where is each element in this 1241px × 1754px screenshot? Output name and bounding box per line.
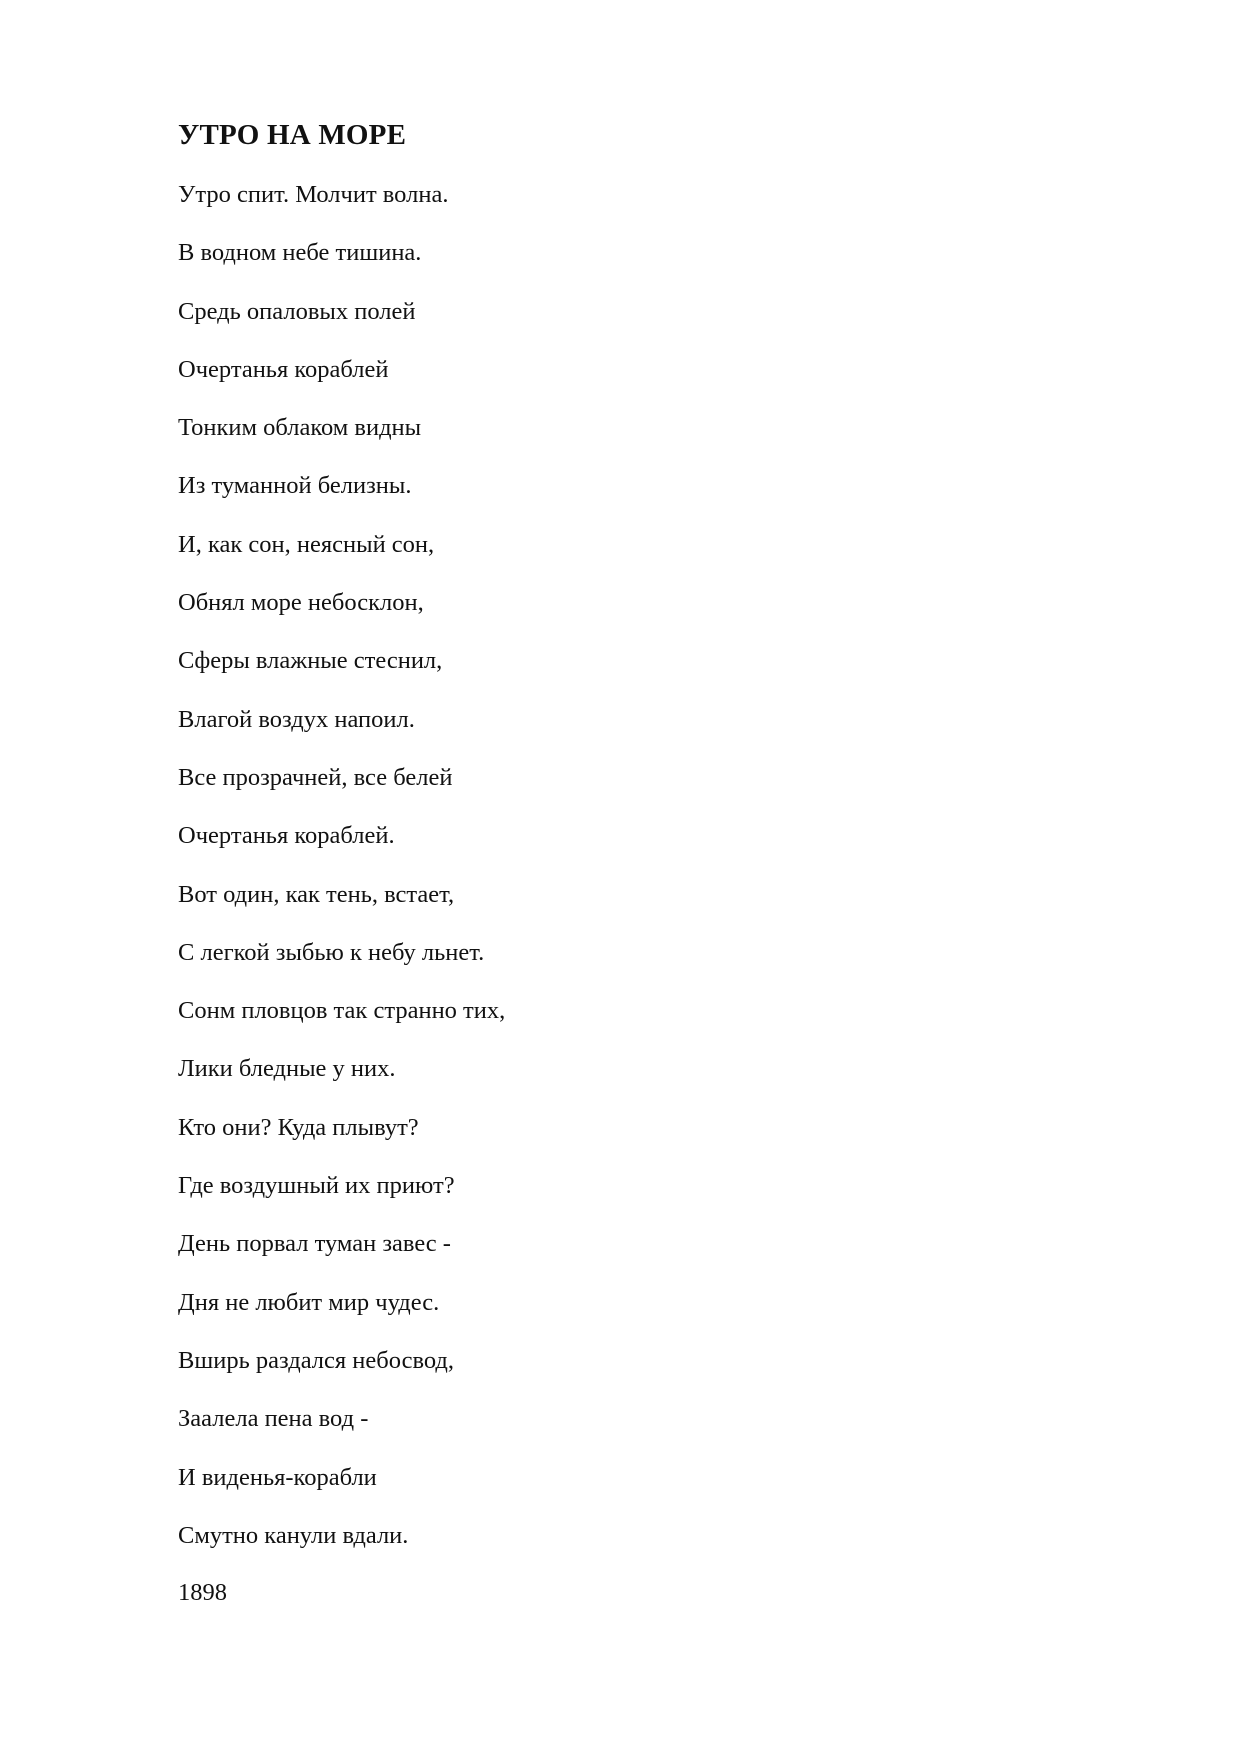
poem-line: Заалела пена вод -	[178, 1405, 369, 1433]
poem-line: Влагой воздух напоил.	[178, 705, 415, 733]
poem-line: Кто они? Куда плывут?	[178, 1113, 419, 1141]
poem-line: Сонм пловцов так странно тих,	[178, 997, 506, 1025]
poem-line: День порвал туман завес -	[178, 1230, 451, 1258]
poem-line: В водном небе тишина.	[178, 239, 422, 267]
poem-line: Средь опаловых полей	[178, 297, 416, 325]
poem-line: Очертанья кораблей	[178, 355, 389, 383]
poem-line: И, как сон, неясный сон,	[178, 530, 435, 558]
poem-line: С легкой зыбью к небу льнет.	[178, 938, 485, 966]
poem-line: Утро спит. Молчит волна.	[178, 181, 449, 208]
poem-line: Дня не любит мир чудес.	[178, 1288, 440, 1316]
poem-year: 1898	[178, 1579, 227, 1606]
poem-line: Тонким облаком видны	[178, 414, 422, 442]
poem-title: УТРО НА МОРЕ	[178, 119, 407, 151]
poem-line: Все прозрачней, все белей	[178, 763, 453, 791]
poem-line: Обнял море небосклон,	[178, 589, 424, 617]
poem-line: Вширь раздался небосвод,	[178, 1346, 454, 1374]
poem-line: Смутно канули вдали.	[178, 1521, 409, 1549]
poem-line: И виденья-корабли	[178, 1463, 377, 1491]
poem-body	[178, 178, 505, 1577]
poem-line: Лики бледные у них.	[178, 1055, 396, 1083]
poem-line: Из туманной белизны.	[178, 472, 412, 500]
poem-line: Вот один, как тень, встает,	[178, 880, 455, 908]
poem-line: Очертанья кораблей.	[178, 822, 395, 850]
poem-line: Сферы влажные стеснил,	[178, 647, 443, 675]
poem-line: Где воздушный их приют?	[178, 1172, 455, 1200]
